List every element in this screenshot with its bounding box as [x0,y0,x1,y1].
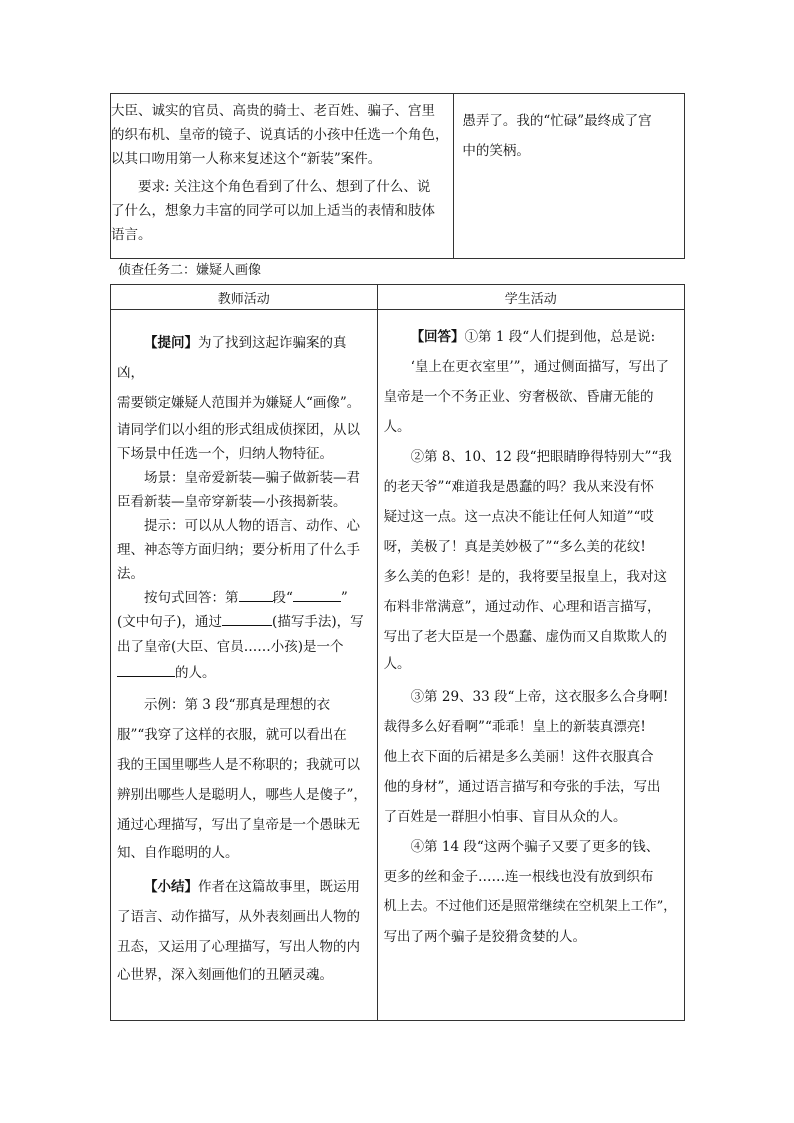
scene-line: 场景：皇帝爱新装—骗子做新装—君 [144,470,360,486]
answer-tag: 【回答】 [410,329,465,345]
header-teacher: 教师活动 [111,285,378,310]
answer-line: ②第 8、10、12 段“把眼睛睁得特别大”“我 [410,449,672,465]
answer-line: 皇帝是一个不务正业、穷奢极欲、昏庸无能的人。 [383,389,654,435]
question-line: 【提问】为了找到这起诈骗案的真凶， [117,335,347,381]
requirement-line: 要求: 关注这个角色看到了什么、想到了什么、说 [138,179,431,195]
top-right-line: 中的笑柄。 [462,143,530,159]
pattern-line: 按句式回答：第 段“ ” [117,586,377,610]
requirement-line: 语言。 [111,227,152,243]
question-line: 下场景中任选一个，归纳人物特征。 [117,446,333,462]
blank [222,611,272,626]
answer-line: ③第 29、33 段“上帝，这衣服多么合身啊! [410,689,669,705]
example-line: 我的王国里哪些人是不称职的；我就可以 [117,757,360,773]
top-left-cell [111,94,454,259]
scene-line: 臣看新装—皇帝穿新装—小孩揭新装。 [117,494,347,510]
example-line: 示例：第 3 段“那真是理想的衣 [144,697,331,713]
pattern-line: 出了皇帝(大臣、官员……小孩)是一个 [117,639,344,655]
top-left-line: 的织布机、皇帝的镜子、说真话的小孩中任选一个角色， [111,127,449,143]
answer-line: 人。 [383,656,411,672]
example-line: 服”“我穿了这样的衣服，就可以看出在 [117,727,347,743]
answer-line: ④第 14 段“这两个骗子又要了更多的钱、 [410,839,660,855]
answer-line: ‘皇上在更衣室里’”，通过侧面描写，写出了 [410,359,670,375]
answer-line: 的老天爷”“难道我是愚蠢的吗？我从来没有怀 [383,479,654,495]
requirement-line: 了什么，想象力丰富的同学可以加上适当的表情和肢体 [111,203,435,219]
hint-line: 提示：可以从人物的语言、动作、心 [144,518,360,534]
header-student: 学生活动 [377,285,684,310]
pattern-line: 的人。 [117,660,377,686]
top-table [110,93,685,259]
answer-line: 布料非常满意”，通过动作、心理和语言描写， [383,599,661,615]
hint-line: 理、神态等方面归纳；要分析用了什么手 [117,542,360,558]
top-right-line: 愚弄了。我的“忙碌”最终成了宫 [462,113,652,129]
answer-line: 更多的丝和金子……连一根线也没有放到织布 [383,869,654,885]
blank [117,662,175,677]
question-tag: 【提问】 [144,335,198,351]
top-left-line: 大臣、诚实的官员、高贵的骑士、老百姓、骗子、宫里 [111,103,435,119]
student-cell [377,310,684,1021]
answer-line: 呀，美极了！真是美妙极了”“多么美的花纹! [383,539,646,555]
example-line: 知、自作聪明的人。 [117,845,239,861]
top-left-line: 以其口吻用第一人称来复述这个“新装”案件。 [111,151,382,167]
requirement-label: 要求: [138,179,170,195]
example-line: 辨别出哪些人是聪明人，哪些人是傻子”， [117,787,367,803]
question-line: 需要锁定嫌疑人范围并为嫌疑人“画像”。 [117,395,361,411]
answer-line: 多么美的色彩！是的，我将要呈报皇上，我对这 [383,569,668,585]
answer-line: 机上去。不过他们还是照常继续在空机架上工作”， [383,899,677,914]
answer-line: 写出了两个骗子是狡猾贪婪的人。 [383,929,587,945]
answer-line: 写出了老大臣是一个愚蠢、虚伪而又自欺欺人的 [383,629,668,645]
section-caption: 侦查任务二：嫌疑人画像 [118,263,262,278]
summary-line: 丑态，又运用了心理描写，写出人物的内 [117,939,360,955]
answer-line: 他上衣下面的后裙是多么美丽！这件衣服真合 [383,749,654,765]
summary-line: 了语言、动作描写，从外表刻画出人物的 [117,909,360,925]
main-table [110,284,685,1021]
example-line: 通过心理描写，写出了皇帝是一个愚昧无 [117,817,360,833]
answer-line: 裁得多么好看啊”“乖乖！皇上的新装真漂亮! [383,719,646,735]
summary-line: 【小结】作者在这篇故事里，既运用 [144,879,360,895]
top-right-cell [454,94,685,259]
summary-tag: 【小结】 [144,879,198,895]
teacher-cell [111,310,378,1021]
summary-line: 心世界，深入刻画他们的丑陋灵魂。 [117,967,333,983]
blank [293,587,341,602]
blank [239,587,273,602]
answer-line: 【回答】①第 1 段“人们提到他，总是说: [410,329,656,345]
hint-line: 法。 [117,566,144,582]
answer-line: 了百姓是一群胆小怕事、盲目从众的人。 [383,809,627,825]
answer-line: 他的身材”，通过语言描写和夸张的手法，写出 [383,779,661,795]
answer-line: 疑过这一点。这一点决不能让任何人知道”“哎 [383,509,654,525]
pattern-line: (文中句子)，通过 (描写手法)，写 [117,610,377,634]
question-line: 请同学们以小组的形式组成侦探团，从以 [117,422,360,438]
